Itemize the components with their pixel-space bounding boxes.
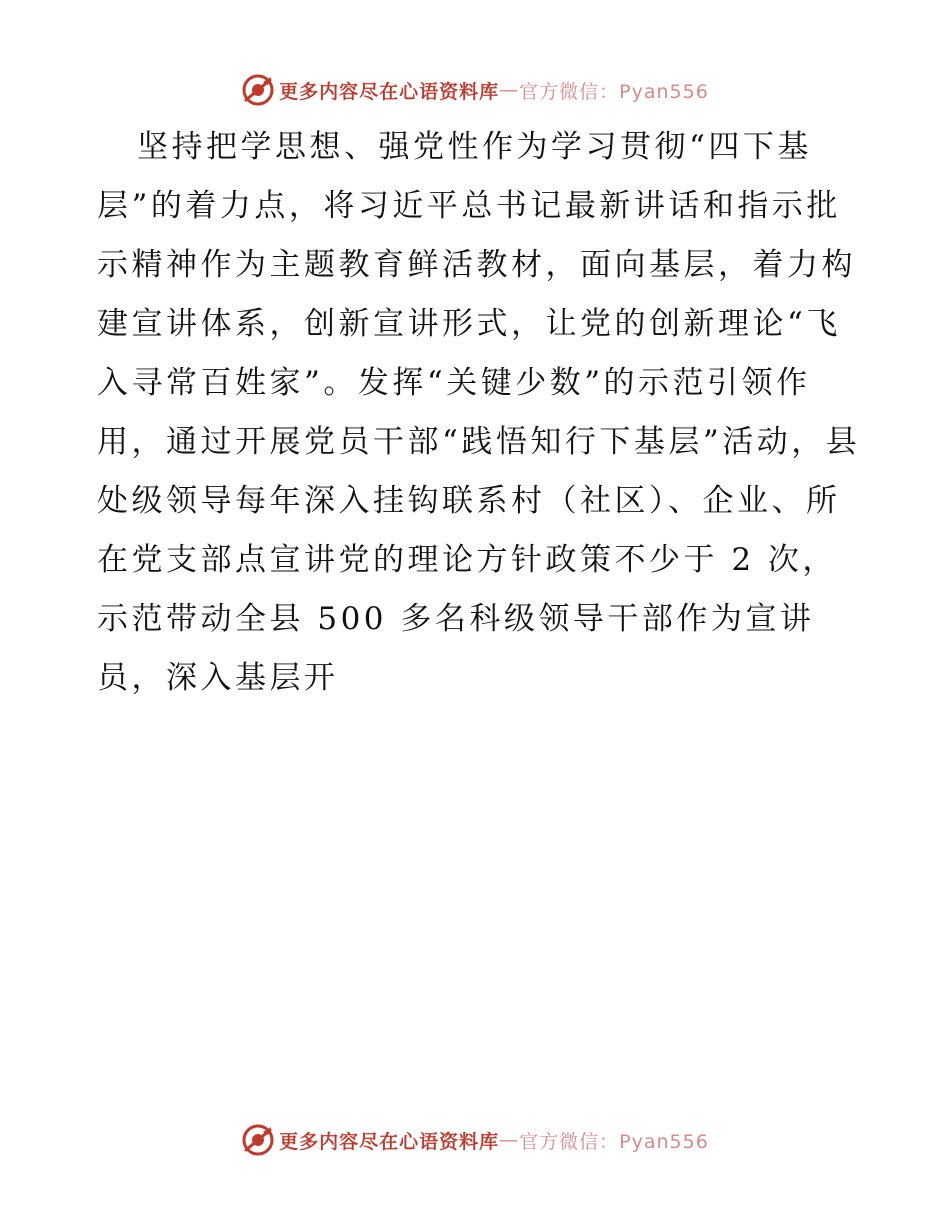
text-line: 企业、所在党支部点宣讲党的理论方针政策不少于 2 次，示: [97, 483, 841, 637]
text-line: 坚持把学思想、强党性作为学习贯彻“四下基层”的着: [97, 129, 812, 224]
text-line: 范带动全县 500 多名科级领导干部作为宣讲员，深入基层开: [97, 601, 815, 696]
footer-separator: —: [499, 1129, 520, 1151]
document-body: [97, 118, 867, 708]
footer-wechat-text: 官方微信：Pyan556: [519, 1130, 709, 1153]
text-line: 力点，将习近平总书记最新讲话和指示批示精神作为主题: [97, 188, 841, 283]
text-line: 基层”活动，县处级领导每年深入挂钩联系村（社区）、: [97, 424, 861, 519]
header-watermark: [0, 70, 950, 110]
body-paragraph: [97, 118, 867, 708]
header-separator: —: [499, 79, 520, 101]
text-line: 教育鲜活教材，面向基层，着力构建宣讲体系，创新宣讲: [97, 247, 856, 342]
brand-logo-icon: [241, 73, 275, 107]
text-line: 形式，让党的创新理论“飞入寻常百姓家”。发挥“关键: [97, 306, 841, 401]
brand-logo-icon: [241, 1123, 275, 1157]
text-line: 少数”的示范引领作用，通过开展党员干部“践悟知行下: [97, 365, 811, 460]
header-brand-text: 更多内容尽在心语资料库: [279, 80, 500, 103]
footer-brand-text: 更多内容尽在心语资料库: [279, 1130, 500, 1153]
footer-watermark: [0, 1120, 950, 1160]
header-wechat-text: 官方微信：Pyan556: [519, 80, 709, 103]
